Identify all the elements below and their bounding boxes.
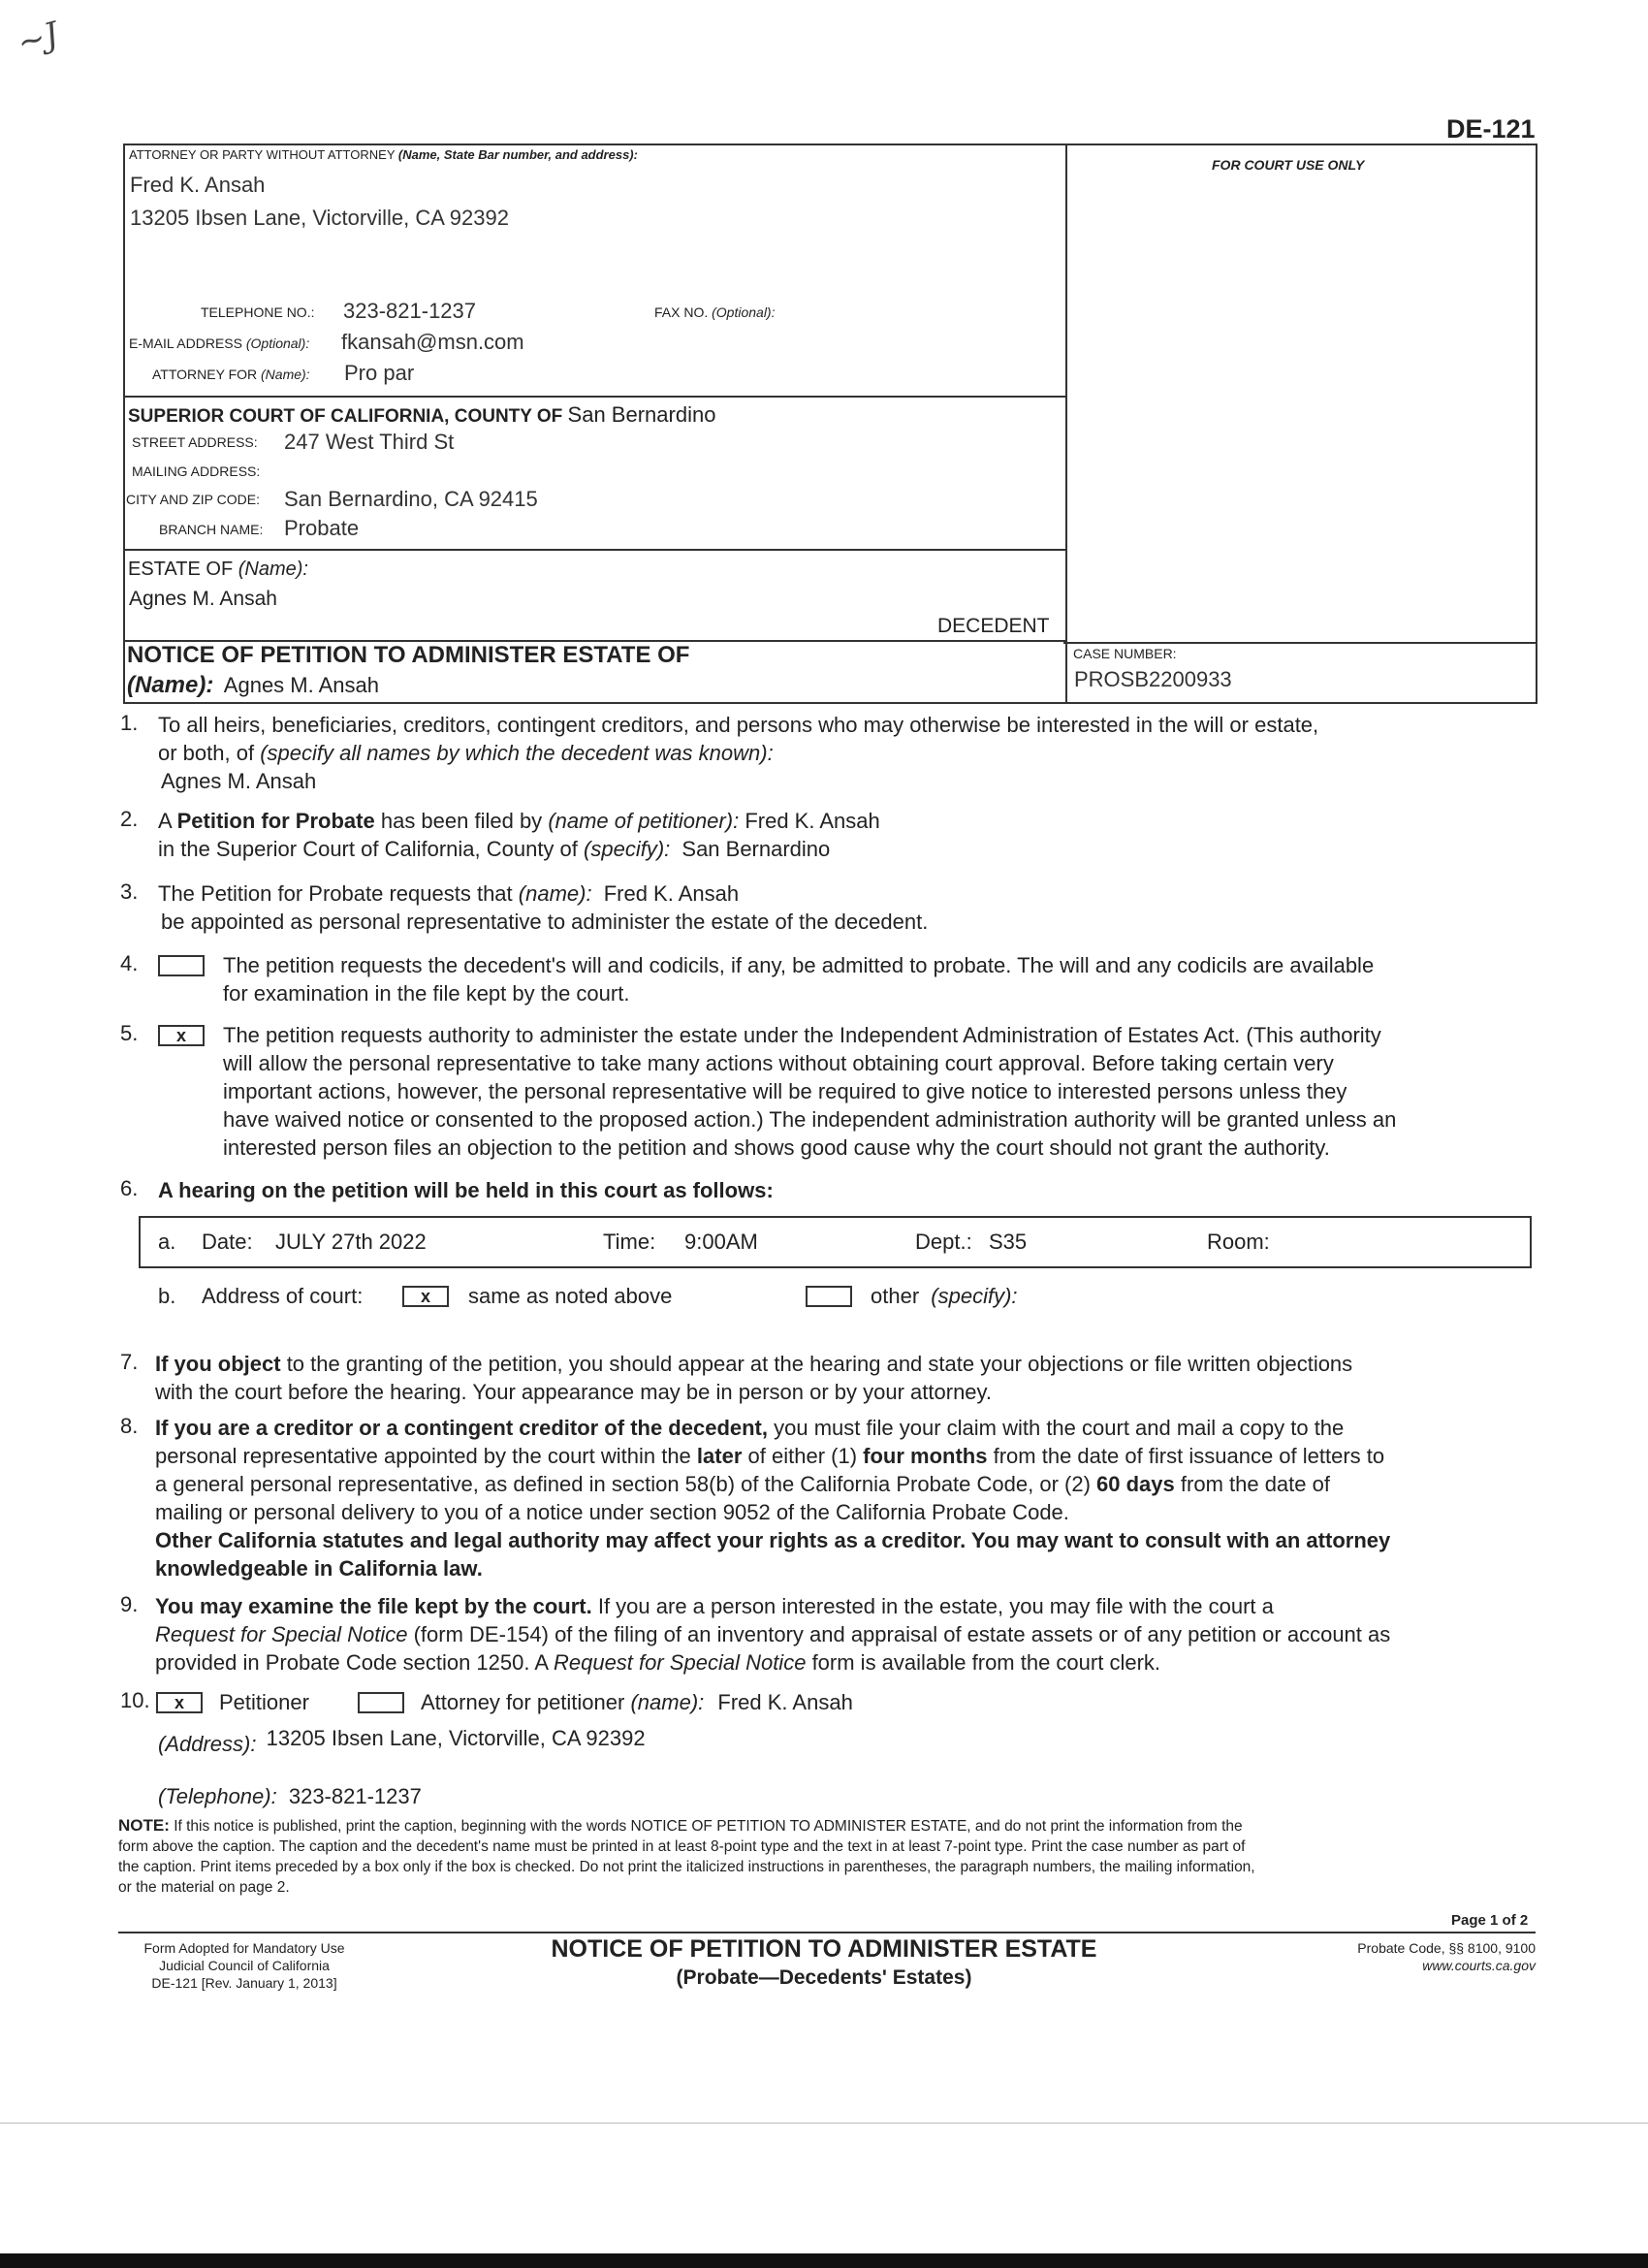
hearing-time-label: Time: bbox=[603, 1230, 656, 1254]
petitioner-telephone: (Telephone): 323-821-1237 bbox=[158, 1784, 422, 1808]
estate-label: ESTATE OF (Name): bbox=[128, 559, 308, 580]
footer-title: NOTICE OF PETITION TO ADMINISTER ESTATE (Probate—Decedents' Estates) bbox=[551, 1935, 1097, 1989]
city-label: CITY AND ZIP CODE: bbox=[126, 492, 260, 507]
attorney-checkbox[interactable] bbox=[358, 1692, 404, 1713]
telephone-value: 323-821-1237 bbox=[343, 299, 477, 323]
hearing-b-letter: b. bbox=[158, 1284, 176, 1308]
item-6-heading: A hearing on the petition will be held in this court as follows: bbox=[158, 1178, 774, 1202]
hearing-dept-label: Dept.: bbox=[915, 1230, 972, 1254]
hearing-date-label: Date: bbox=[202, 1230, 253, 1254]
court-address-label: Address of court: bbox=[202, 1284, 364, 1308]
email-value: fkansah@msn.com bbox=[341, 330, 524, 354]
hearing-time-value: 9:00AM bbox=[684, 1230, 758, 1254]
scan-edge-line bbox=[0, 2123, 1648, 2124]
street-label: STREET ADDRESS: bbox=[132, 434, 258, 450]
footer-left: Form Adopted for Mandatory Use Judicial Council of California DE-121 [Rev. January 1, 2013] bbox=[143, 1940, 345, 1991]
item-8-text: If you are a creditor or a contingent creditor of the decedent, you must file your claim with the court and mail a copy to the personal representative appointed by the court within the later of either (1) four months from the date of first issuance of letters to a general personal representative, as defined in section 58(b) of the California Probate Code, or (2) 60 days from the date of mailing or personal delivery to you of a notice under section 9052 of the California Probate Code. Other California statutes and legal authority may affect your rights as a creditor. You may want to consult with an attorney knowledgeable in California law. bbox=[155, 1416, 1391, 1581]
item-3-number: 3. bbox=[120, 879, 139, 904]
branch-value: Probate bbox=[284, 516, 360, 540]
court-label: SUPERIOR COURT OF CALIFORNIA, COUNTY OF San Bernardino bbox=[128, 402, 716, 427]
item-3-text: The Petition for Probate requests that (name): Fred K. Ansah be appointed as personal representative to administer the estate of the decedent. bbox=[158, 881, 929, 934]
case-number-label: CASE NUMBER: bbox=[1073, 646, 1177, 661]
other-address-label: other (specify): bbox=[871, 1284, 1018, 1308]
attorney-label: ATTORNEY OR PARTY WITHOUT ATTORNEY (Name, State Bar number, and address): bbox=[129, 147, 638, 162]
decedent-label: DECEDENT bbox=[937, 615, 1050, 637]
item-5-text: The petition requests authority to administer the estate under the Independent Administration of Estates Act. (This authority will allow the personal representative to take many actions without obtaining court approval. Before taking certain very important actions, however, the personal representative will be required to give notice to interested persons unless they have waived notice or consented to the proposed action.) The independent administration authority will be granted unless an interested person files an objection to the petition and shows good cause why the court should not grant the authority. bbox=[223, 1023, 1397, 1160]
estate-value: Agnes M. Ansah bbox=[129, 588, 277, 610]
attorney-name: Fred K. Ansah bbox=[130, 173, 266, 197]
same-address-label: same as noted above bbox=[468, 1284, 673, 1308]
item-1-number: 1. bbox=[120, 711, 139, 735]
item-1-text: To all heirs, beneficiaries, creditors, contingent creditors, and persons who may otherwise be interested in the will or estate, or both, of (specify all names by which the decedent was known): Agnes M. Ansah bbox=[158, 713, 1319, 793]
court-use-box bbox=[1063, 144, 1537, 644]
street-value: 247 West Third St bbox=[284, 430, 455, 454]
item-4-number: 4. bbox=[120, 951, 139, 975]
branch-label: BRANCH NAME: bbox=[159, 522, 264, 537]
telephone-label: TELEPHONE NO.: bbox=[201, 304, 315, 320]
attorney-address: 13205 Ibsen Lane, Victorville, CA 92392 bbox=[130, 206, 509, 230]
handwritten-mark: ~J bbox=[13, 15, 63, 63]
item-9-text: You may examine the file kept by the court. If you are a person interested in the estate, you may file with the court a Request for Special Notice (form DE-154) of the filing of an inventory and appraisal of estate assets or of any petition or account as provided in Probate Code section 1250. A Request for Special Notice form is available from the court clerk. bbox=[155, 1594, 1391, 1675]
other-address-checkbox[interactable] bbox=[806, 1286, 852, 1307]
hearing-room-label: Room: bbox=[1207, 1230, 1270, 1254]
court-use-label: FOR COURT USE ONLY bbox=[1212, 157, 1365, 173]
item-8-number: 8. bbox=[120, 1414, 139, 1438]
publication-note: NOTE: If this notice is published, print the caption, beginning with the words NOTICE OF PETITION TO ADMINISTER ESTATE, and do not print the information from the form above the caption. The caption and the decedent's name must be printed in at least 8-point type and the text in at least 7-point type. Print the case number as part of the caption. Print items preceded by a box only if the box is checked. Do not print the italicized instructions in parentheses, the paragraph numbers, the mailing information, or the material on page 2. bbox=[118, 1816, 1255, 1896]
item-7-text: If you object to the granting of the petition, you should appear at the hearing and state your objections or file written objections with the court before the hearing. Your appearance may be in person or by your attorney. bbox=[155, 1352, 1353, 1404]
hearing-date-value: JULY 27th 2022 bbox=[275, 1230, 427, 1254]
attorney-for-petitioner-label: Attorney for petitioner (name): Fred K. Ansah bbox=[421, 1690, 853, 1714]
city-value: San Bernardino, CA 92415 bbox=[284, 487, 538, 511]
same-address-checkbox[interactable]: x bbox=[402, 1286, 449, 1307]
item-10-number: 10. bbox=[120, 1688, 150, 1712]
petitioner-label: Petitioner bbox=[219, 1690, 309, 1714]
item-9-number: 9. bbox=[120, 1592, 139, 1616]
hearing-a-letter: a. bbox=[158, 1230, 176, 1254]
fax-label: FAX NO. (Optional): bbox=[654, 304, 776, 320]
case-number-value: PROSB2200933 bbox=[1074, 667, 1232, 691]
attorney-for-value: Pro par bbox=[344, 361, 415, 385]
petitioner-checkbox[interactable]: x bbox=[156, 1692, 203, 1713]
item-5-number: 5. bbox=[120, 1021, 139, 1045]
caption-title: NOTICE OF PETITION TO ADMINISTER ESTATE OF bbox=[127, 642, 690, 668]
form-id: DE-121 bbox=[1446, 114, 1536, 144]
caption-title-name: (Name): Agnes M. Ansah bbox=[127, 672, 380, 698]
page-number: Page 1 of 2 bbox=[1451, 1912, 1529, 1929]
item-6-number: 6. bbox=[120, 1176, 139, 1200]
hearing-dept-value: S35 bbox=[989, 1230, 1028, 1254]
email-label: E-MAIL ADDRESS (Optional): bbox=[129, 335, 310, 351]
footer-right: Probate Code, §§ 8100, 9100 www.courts.ca.gov bbox=[1357, 1940, 1536, 1973]
item-5-checkbox[interactable]: x bbox=[158, 1025, 205, 1046]
petitioner-address: (Address): 13205 Ibsen Lane, Victorville, CA 92392 bbox=[158, 1726, 646, 1756]
item-4-text: The petition requests the decedent's will and codicils, if any, be admitted to probate. The will and any codicils are available for examination in the file kept by the court. bbox=[223, 953, 1375, 1006]
attorney-for-label: ATTORNEY FOR (Name): bbox=[152, 367, 310, 382]
item-7-number: 7. bbox=[120, 1350, 139, 1374]
item-2-text: A Petition for Probate has been filed by (name of petitioner): Fred K. Ansah in the Superior Court of California, County of (specify): San Bernardino bbox=[158, 809, 880, 861]
item-2-number: 2. bbox=[120, 807, 139, 831]
mailing-label: MAILING ADDRESS: bbox=[132, 463, 261, 479]
scan-bottom-edge bbox=[0, 2253, 1648, 2268]
item-4-checkbox[interactable] bbox=[158, 955, 205, 976]
